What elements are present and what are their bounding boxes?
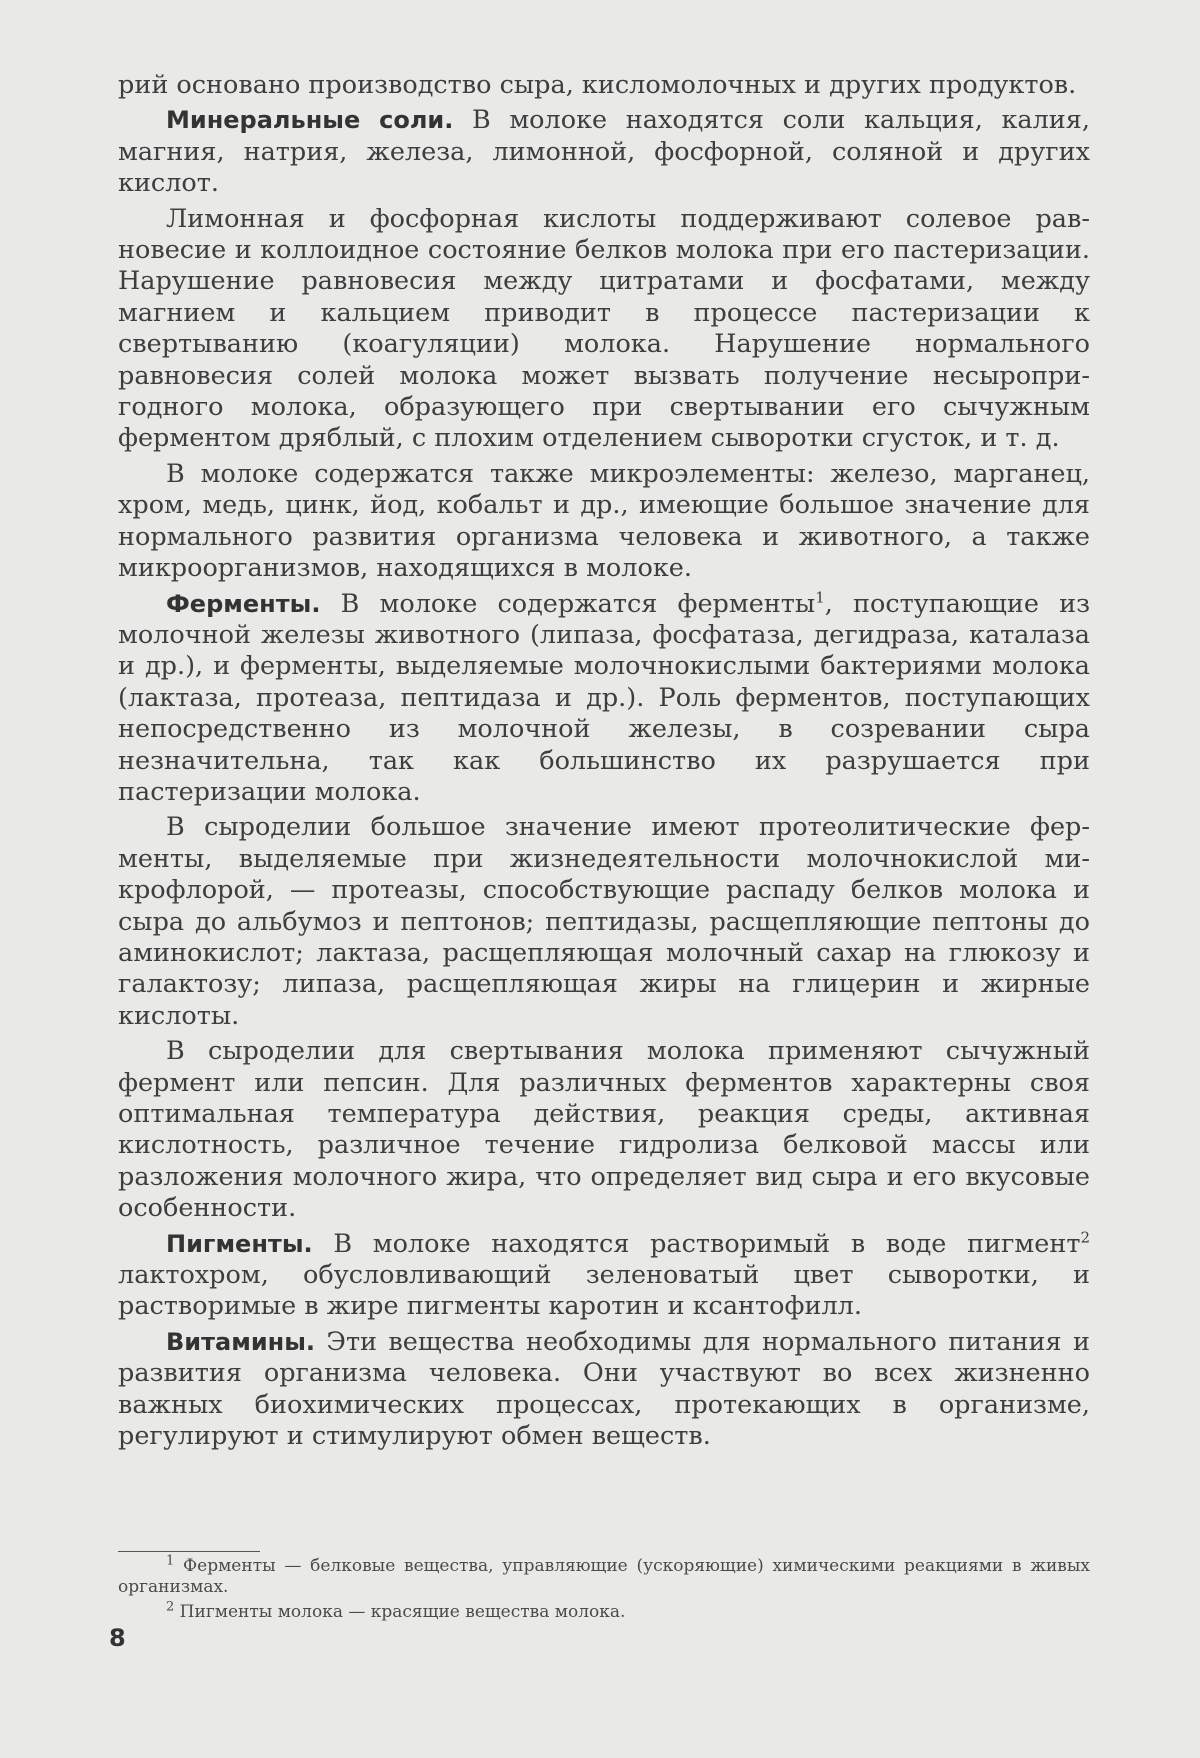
page-number: 8 [109,1624,126,1652]
term-enzymes: Ферменты. [166,589,321,618]
footnote-2: $^2$ Пигменты молока — красящие вещества молока. [166,1599,626,1622]
footnote-ref-1: 1 [815,588,825,606]
paragraph-proteolytic-enzymes: В сыроделии большое значение имеют протеолитические ферменты, выделяемые при жизнедеятельности молочнокислой микрофлорой, — протеазы, способствующие распаду белков молока и сыра до альбумоз и пептонов; пептидазы, расщепляющие пептоны до аминокислот; лактаза, расщепляющая молочный сахар на глюкозу и галактозу; липаза, расщепляющая жиры на глицерин и жирные кислоты. [118,812,1090,1031]
term-mineral-salts: Минеральные соли. [166,106,454,135]
term-vitamins: Витамины. [166,1327,316,1356]
paragraph-enzymes: Ферменты. В молоке содержатся ферменты$^1$, поступающие из молочной железы животного (липаза, фосфатаза, дегидраза, каталаза и др.), и ферменты, выделяемые молочнокислыми бактериями молока (лактаза, протеаза, пептидаза и др.). Роль ферментов, поступающих непосредственно из молочной железы, в созревании сыра незначительна, так как большинство их разрушается при пастеризации молока. [118,588,1091,807]
paragraph-mineral-salts: Минеральные соли. В молоке находятся соли кальция, калия, магния, натрия, железа, лимонной, фосфорной, соляной и других кислот. [118,105,1090,199]
paragraph-continuation: рий основано производство сыра, кисломолочных и других продуктов. [118,70,1077,100]
paragraph-microelements: В молоке содержатся также микроэлементы: железо, марганец, хром, медь, цинк, йод, кобальт и др., имеющие большое значение для нормального развития организма человека и животного, а также микроорганизмов, находящихся в молоке. [118,458,1090,584]
paragraph-vitamins: Витамины. Эти вещества необходимы для нормального питания и развития организма человека. Они участвуют во всех жизненно важных биохимических процессах, протекающих в организме, регулируют и стимулируют обмен веществ. [118,1326,1090,1452]
term-pigments: Пигменты. [166,1229,313,1258]
paragraph-pigments: Пигменты. В молоке находятся растворимый в воде пигмент$^2$ лактохром, обусловливающий зеленоватый цвет сыворотки, и растворимые в жире пигменты каротин и ксантофилл. [118,1228,1090,1322]
paragraph-citric-phosphoric: Лимонная и фосфорная кислоты поддерживают солевое равновесие и коллоидное состояние белков молока при его пастеризации. Нарушение равновесия между цитратами и фосфатами, между магнием и кальцием приводит в процессе пастеризации к свертыванию (коагуляции) молока. Нарушение нормального равновесия солей молока может вызвать получение несыропригодного молока, образующего при свертывании его сычужным ферментом дряблый, с плохим отделением сыворотки сгусток, и т. д. [118,203,1090,454]
footnote-mark: 1 [166,1553,175,1569]
paragraph-rennet: В сыроделии для свертывания молока применяют сычужный фермент или пепсин. Для различных ферментов характерны своя оптимальная температура действия, реакция среды, активная кислотность, различное течение гидролиза белковой массы или разложения молочного жира, что определяет вид сыра и его вкусовые особенности. [118,1036,1090,1224]
body-text [118,70,1090,1456]
footnote-mark: 2 [166,1599,175,1615]
footnote-divider [118,1551,260,1552]
footnotes [118,1553,1090,1627]
footnote-1: $^1$ Ферменты — белковые вещества, управляющие (ускоряющие) химическими реакциями в живых организмах. [118,1553,1090,1597]
footnote-ref-2: 2 [1080,1228,1090,1247]
